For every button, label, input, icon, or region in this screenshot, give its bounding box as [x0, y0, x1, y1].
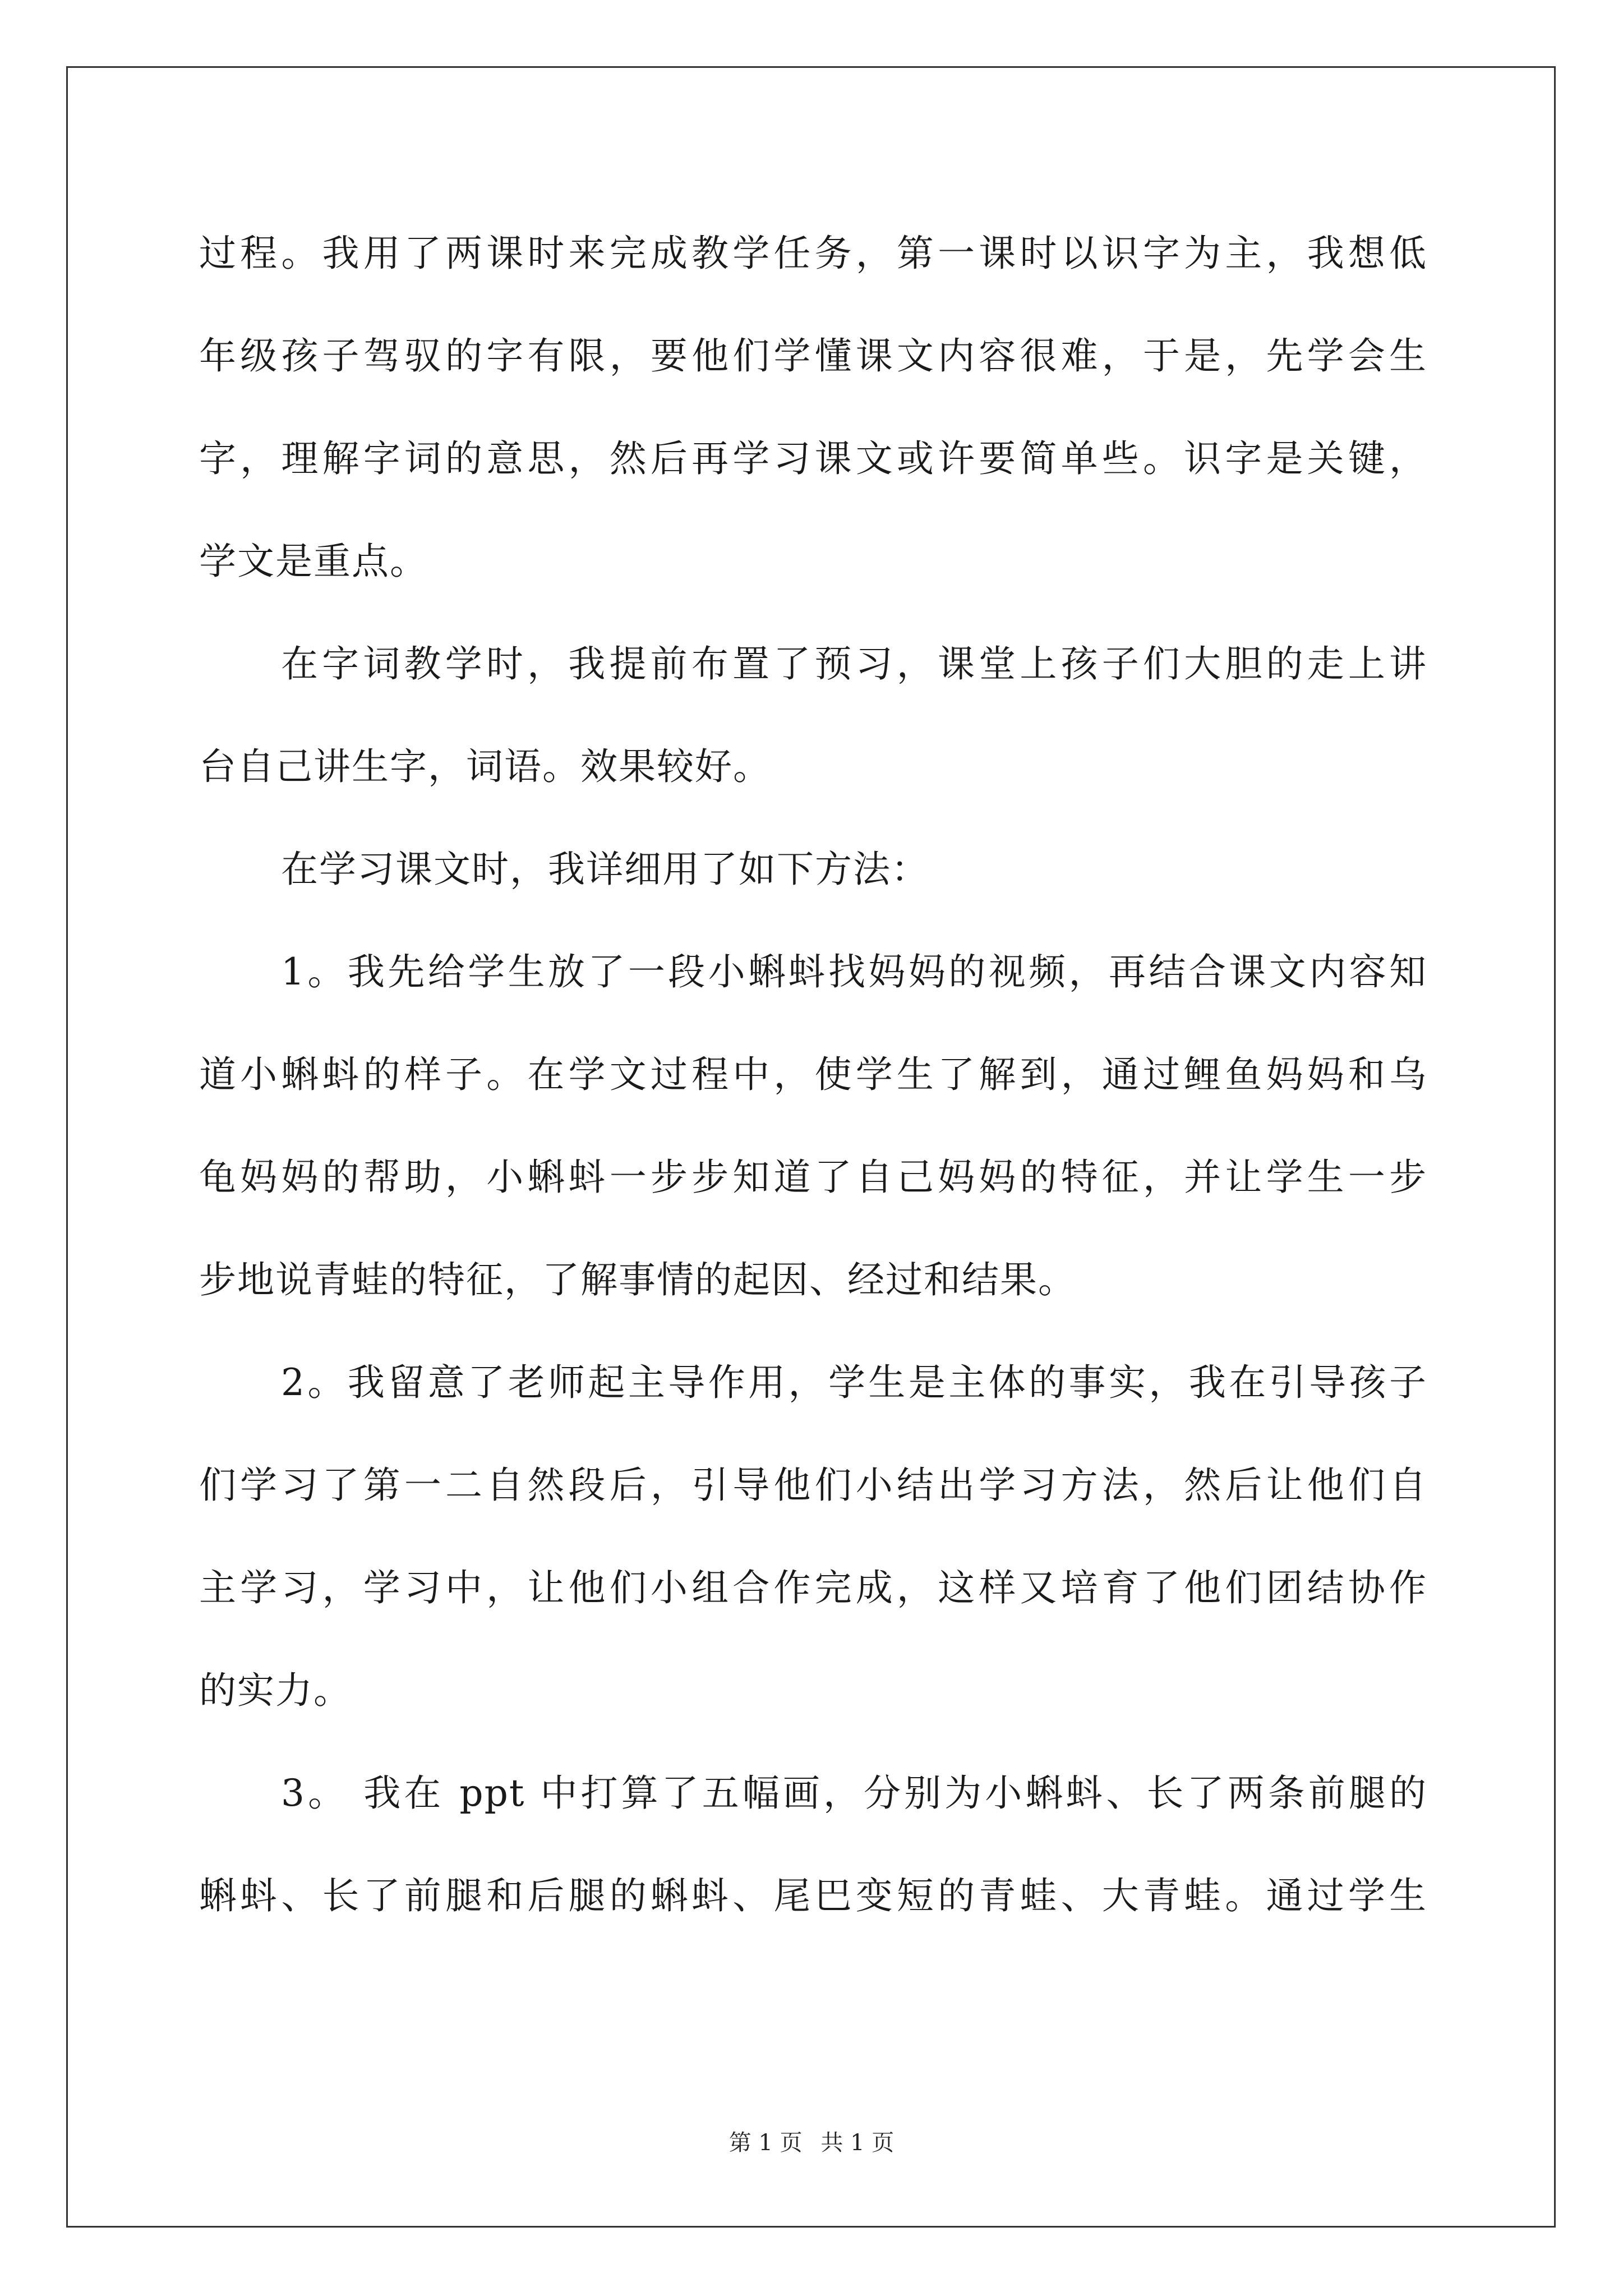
text-line: 步地说青蛙的特征，了解事情的起因、经过和结果。 — [199, 1258, 1076, 1301]
text-line: 们学习了第一二自然段后，引导他们小结出学习方法，然后让他们自 — [199, 1464, 1427, 1507]
paragraph-first-line: 在学习课文时，我详细用了如下方法： — [281, 848, 929, 891]
text-line: 台自己讲生字，词语。效果较好。 — [199, 745, 771, 788]
text-line: 年级孩子驾驭的字有限，要他们学懂课文内容很难，于是，先学会生 — [199, 334, 1427, 378]
paragraph-first-line: 1。我先给学生放了一段小蝌蚪找妈妈的视频，再结合课文内容知 — [281, 950, 1427, 993]
text-line: 的实力。 — [199, 1669, 352, 1712]
text-line: 字，理解字词的意思，然后再学习课文或许要简单些。识字是关键， — [199, 437, 1427, 480]
text-line: 蝌蚪、长了前腿和后腿的蝌蚪、尾巴变短的青蛙、大青蛙。通过学生 — [199, 1874, 1427, 1917]
text-line: 道小蝌蚪的样子。在学文过程中，使学生了解到，通过鲤鱼妈妈和乌 — [199, 1053, 1427, 1096]
text-line: 过程。我用了两课时来完成教学任务，第一课时以识字为主，我想低 — [199, 232, 1427, 275]
page-footer — [0, 2126, 1623, 2160]
paragraph-first-line: 在字词教学时，我提前布置了预习，课堂上孩子们大胆的走上讲 — [281, 642, 1427, 685]
text-line: 学文是重点。 — [199, 540, 428, 583]
document-body — [199, 202, 1427, 1947]
page-number-total: 共 1 页 — [820, 2130, 895, 2156]
paragraph-first-line: 2。我留意了老师起主导作用，学生是主体的事实，我在引导孩子 — [281, 1361, 1427, 1404]
text-line: 主学习，学习中，让他们小组合作完成，这样又培育了他们团结协作 — [199, 1566, 1427, 1609]
text-line: 龟妈妈的帮助，小蝌蚪一步步知道了自己妈妈的特征，并让学生一步 — [199, 1156, 1427, 1199]
page-number-current: 第 1 页 — [728, 2130, 803, 2156]
paragraph-first-line: 3。 我在 ppt 中打算了五幅画，分别为小蝌蚪、长了两条前腿的 — [281, 1772, 1427, 1815]
